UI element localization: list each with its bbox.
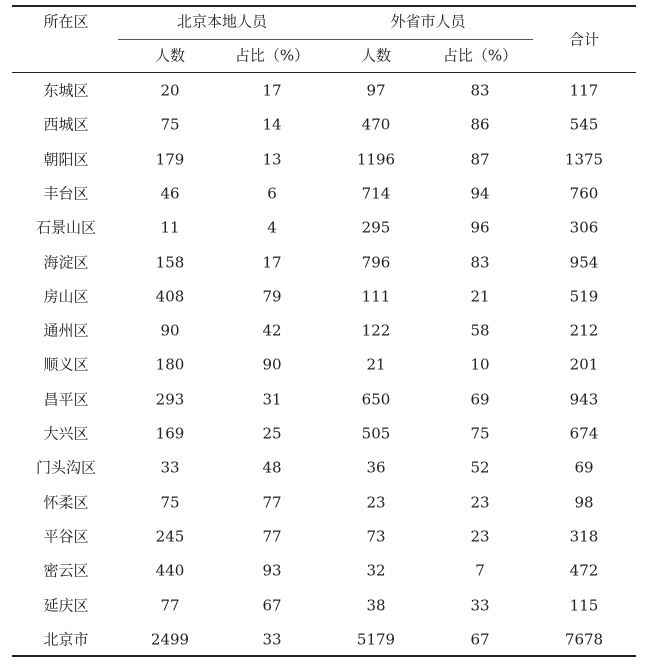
cell-other-count: 295 (361, 218, 391, 237)
header-region: 所在区 (43, 12, 89, 31)
cell-region: 丰台区 (43, 184, 89, 203)
group-rule-other (330, 39, 533, 40)
header-other-count: 人数 (360, 46, 392, 65)
cell-other-count: 97 (366, 81, 386, 100)
cell-other-count: 650 (361, 390, 391, 409)
cell-region: 房山区 (43, 287, 89, 306)
cell-other-count: 1196 (356, 150, 396, 169)
cell-other-count: 36 (366, 458, 386, 477)
cell-local-ratio: 6 (267, 184, 277, 203)
cell-local-count: 179 (155, 150, 185, 169)
cell-local-ratio: 93 (262, 561, 282, 580)
cell-local-count: 90 (160, 321, 180, 340)
cell-region: 密云区 (43, 561, 89, 580)
cell-other-count: 73 (366, 527, 386, 546)
cell-local-count: 158 (155, 253, 185, 272)
cell-other-ratio: 10 (470, 355, 490, 374)
cell-local-ratio: 13 (262, 150, 282, 169)
cell-region: 顺义区 (43, 355, 89, 374)
cell-total: 117 (569, 81, 599, 100)
cell-total: 519 (569, 287, 599, 306)
cell-other-ratio: 67 (470, 630, 490, 649)
cell-local-ratio: 42 (262, 321, 282, 340)
cell-total: 201 (569, 355, 599, 374)
cell-local-ratio: 14 (262, 115, 282, 134)
cell-other-ratio: 75 (470, 424, 490, 443)
cell-local-count: 440 (155, 561, 185, 580)
cell-total: 115 (569, 596, 599, 615)
cell-local-count: 169 (155, 424, 185, 443)
cell-total: 318 (569, 527, 599, 546)
cell-local-ratio: 77 (262, 493, 282, 512)
cell-local-ratio: 79 (262, 287, 282, 306)
cell-other-count: 505 (361, 424, 391, 443)
cell-local-ratio: 67 (262, 596, 282, 615)
cell-total: 472 (569, 561, 599, 580)
cell-local-ratio: 33 (262, 630, 282, 649)
cell-other-ratio: 83 (470, 253, 490, 272)
table-bottom-rule (12, 655, 636, 657)
cell-local-count: 293 (155, 390, 185, 409)
cell-region: 西城区 (43, 115, 89, 134)
cell-total: 760 (569, 184, 599, 203)
cell-other-ratio: 23 (470, 493, 490, 512)
cell-other-count: 714 (361, 184, 391, 203)
table-top-rule (12, 5, 636, 7)
cell-local-count: 180 (155, 355, 185, 374)
cell-region: 石景山区 (35, 218, 97, 237)
header-other-province: 外省市人员 (390, 12, 466, 31)
cell-local-ratio: 77 (262, 527, 282, 546)
cell-region: 怀柔区 (43, 493, 89, 512)
cell-local-count: 33 (160, 458, 180, 477)
cell-other-ratio: 87 (470, 150, 490, 169)
cell-total: 306 (569, 218, 599, 237)
cell-other-count: 470 (361, 115, 391, 134)
cell-local-ratio: 48 (262, 458, 282, 477)
cell-local-count: 2499 (150, 630, 190, 649)
cell-other-ratio: 58 (470, 321, 490, 340)
cell-other-count: 32 (366, 561, 386, 580)
cell-total: 1375 (564, 150, 604, 169)
cell-region: 昌平区 (43, 390, 89, 409)
cell-local-count: 408 (155, 287, 185, 306)
cell-region: 平谷区 (43, 527, 89, 546)
cell-other-ratio: 21 (470, 287, 490, 306)
cell-total: 98 (574, 493, 594, 512)
cell-other-ratio: 86 (470, 115, 490, 134)
cell-region: 通州区 (43, 321, 89, 340)
cell-total: 545 (569, 115, 599, 134)
cell-total: 674 (569, 424, 599, 443)
cell-other-ratio: 94 (470, 184, 490, 203)
cell-other-count: 5179 (356, 630, 396, 649)
cell-local-count: 46 (160, 184, 180, 203)
cell-other-ratio: 96 (470, 218, 490, 237)
cell-region: 海淀区 (43, 253, 89, 272)
cell-region: 大兴区 (43, 424, 89, 443)
header-total: 合计 (568, 30, 600, 49)
cell-total: 943 (569, 390, 599, 409)
cell-total: 212 (569, 321, 599, 340)
cell-other-count: 38 (366, 596, 386, 615)
cell-local-ratio: 31 (262, 390, 282, 409)
cell-other-ratio: 23 (470, 527, 490, 546)
group-rule-local (118, 39, 330, 40)
cell-other-ratio: 33 (470, 596, 490, 615)
header-other-ratio: 占比（%） (442, 46, 518, 65)
header-local-ratio: 占比（%） (234, 46, 310, 65)
cell-total: 954 (569, 253, 599, 272)
cell-local-ratio: 4 (267, 218, 277, 237)
cell-other-count: 796 (361, 253, 391, 272)
cell-local-ratio: 90 (262, 355, 282, 374)
header-local-count: 人数 (154, 46, 186, 65)
cell-other-ratio: 83 (470, 81, 490, 100)
cell-local-ratio: 25 (262, 424, 282, 443)
cell-local-count: 245 (155, 527, 185, 546)
cell-other-count: 21 (366, 355, 386, 374)
cell-other-ratio: 52 (470, 458, 490, 477)
cell-total: 7678 (564, 630, 604, 649)
cell-local-ratio: 17 (262, 253, 282, 272)
cell-region: 朝阳区 (43, 150, 89, 169)
cell-local-count: 77 (160, 596, 180, 615)
cell-other-ratio: 7 (475, 561, 485, 580)
cell-local-ratio: 17 (262, 81, 282, 100)
cell-total: 69 (574, 458, 594, 477)
cell-other-count: 122 (361, 321, 391, 340)
cell-local-count: 75 (160, 115, 180, 134)
cell-other-count: 111 (361, 287, 391, 306)
cell-other-count: 23 (366, 493, 386, 512)
header-beijing-local: 北京本地人员 (176, 12, 268, 31)
cell-region: 延庆区 (43, 596, 89, 615)
cell-local-count: 20 (160, 81, 180, 100)
cell-local-count: 11 (160, 218, 180, 237)
cell-region: 北京市 (43, 630, 89, 649)
cell-other-ratio: 69 (470, 390, 490, 409)
header-bottom-rule (12, 72, 636, 73)
cell-local-count: 75 (160, 493, 180, 512)
cell-region: 东城区 (43, 81, 89, 100)
cell-region: 门头沟区 (35, 458, 97, 477)
